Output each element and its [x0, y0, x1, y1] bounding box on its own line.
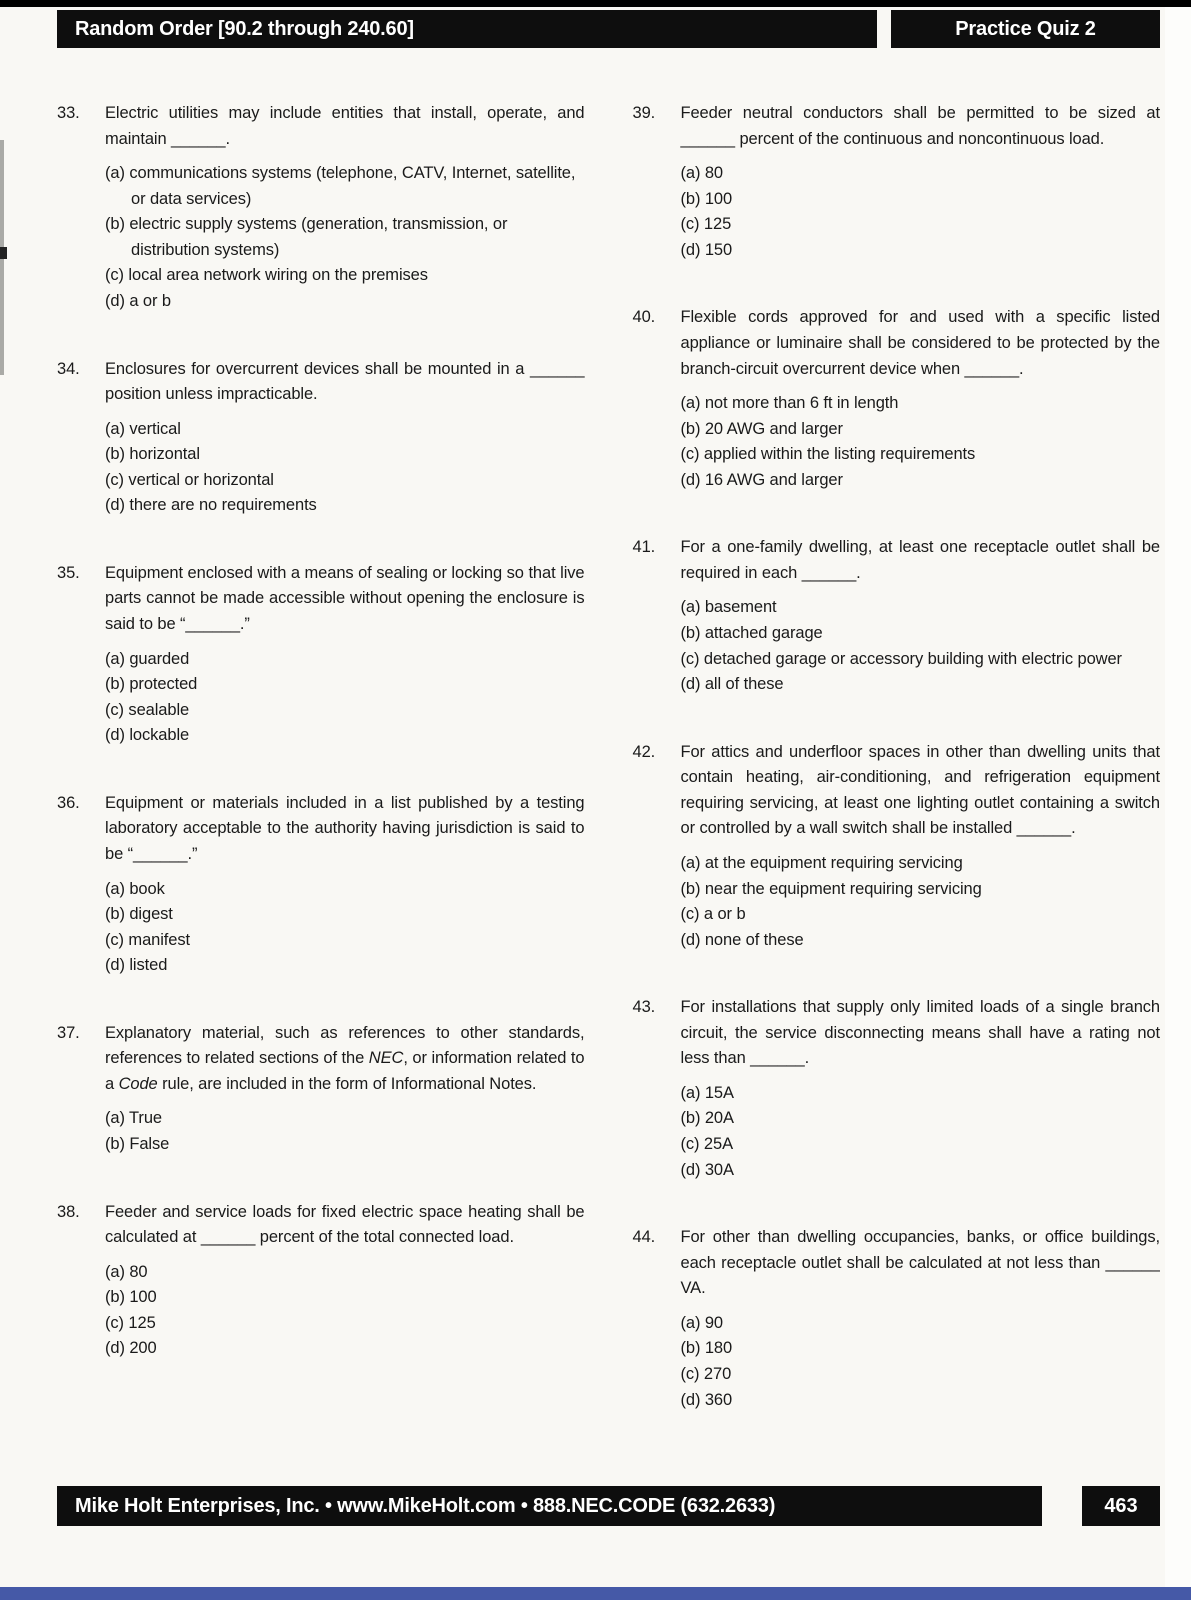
answer-option: (b) near the equipment requiring servicing — [680, 879, 982, 898]
answer-option: (b) digest — [105, 905, 173, 924]
question-text: For attics and underfloor spaces in other than dwelling units that contain heating, air-conditioning, and refrigeration equipment requiring servicing, at least one lighting outlet containing a switch or controlled by a wall switch shall be installed ______. — [680, 742, 1160, 838]
question-number: 40. — [632, 308, 656, 327]
answer-option: (b) False — [105, 1135, 170, 1153]
page-footer — [57, 1486, 1160, 1526]
answer-option: (b) 20A — [680, 1109, 734, 1128]
answer-option: (b) horizontal — [105, 445, 200, 464]
question-body — [681, 740, 1161, 954]
question-number: 44. — [632, 1228, 656, 1247]
question-block — [57, 791, 585, 979]
answer-option: (c) detached garage or accessory building with electric power — [680, 649, 1122, 668]
italic-term: Code — [118, 1074, 158, 1093]
question-text: Feeder neutral conductors shall be permitted to be sized at ______ percent of the continuous and noncontinuous load. — [680, 104, 1160, 148]
quiz-title: Practice Quiz 2 — [955, 17, 1096, 40]
answer-option: (d) lockable — [105, 726, 190, 745]
question-body — [105, 1021, 585, 1158]
options-list — [681, 1311, 1161, 1413]
answer-option: (c) 125 — [105, 1313, 156, 1332]
answer-option: (d) listed — [105, 956, 168, 975]
quiz-body — [57, 101, 1160, 1482]
answer-option: (c) applied within the listing requirements — [680, 445, 976, 464]
question-body — [105, 1200, 585, 1362]
answer-option: (c) vertical or horizontal — [105, 470, 274, 489]
page-number: 463 — [1104, 1494, 1138, 1517]
answer-option: (c) sealable — [105, 700, 190, 719]
question-block — [633, 995, 1161, 1183]
answer-option: (b) 100 — [680, 189, 733, 208]
answer-option: (d) 200 — [105, 1339, 157, 1358]
question-body — [681, 1225, 1161, 1413]
question-body — [105, 357, 585, 519]
answer-option: (a) communications systems (telephone, CATV, Internet, satellite, or data services) — [105, 164, 576, 208]
question-text: Equipment enclosed with a means of sealing or locking so that live parts cannot be made accessible without opening the enclosure is said to be “______.” — [105, 563, 585, 633]
question-number: 34. — [57, 359, 80, 378]
answer-option: (d) none of these — [680, 930, 804, 949]
question-body — [681, 305, 1161, 493]
question-block — [633, 740, 1161, 954]
answer-option: (a) guarded — [105, 649, 190, 668]
options-list — [105, 1260, 585, 1362]
answer-option: (c) local area network wiring on the premises — [105, 266, 428, 285]
question-body — [105, 561, 585, 749]
answer-option: (d) there are no requirements — [105, 496, 317, 515]
answer-option: (d) all of these — [680, 675, 784, 694]
question-text: For other than dwelling occupancies, banks, or office buildings, each receptacle outlet shall be calculated at not less than ______ VA. — [680, 1228, 1160, 1298]
answer-option: (b) 20 AWG and larger — [680, 419, 843, 438]
page-number-box — [1082, 1486, 1160, 1526]
question-body — [105, 101, 585, 315]
questions-column-right — [633, 101, 1161, 1482]
options-list — [681, 161, 1161, 263]
question-number: 43. — [632, 998, 656, 1017]
scan-mark-left — [0, 247, 7, 259]
question-block — [57, 561, 585, 749]
scan-edge-bottom — [0, 1587, 1191, 1600]
answer-option: (b) protected — [105, 675, 198, 694]
question-text: Enclosures for overcurrent devices shall be mounted in a ______ position unless impracticable. — [105, 359, 585, 404]
question-number: 38. — [57, 1202, 80, 1221]
answer-option: (a) basement — [680, 598, 777, 617]
options-list — [681, 391, 1161, 493]
question-number: 42. — [632, 742, 656, 761]
answer-option: (b) 100 — [105, 1288, 157, 1307]
question-block — [633, 1225, 1161, 1413]
scan-edge-right — [1165, 7, 1191, 1587]
answer-option: (a) 80 — [680, 164, 724, 183]
answer-option: (a) vertical — [105, 419, 181, 438]
question-number: 35. — [57, 563, 80, 582]
question-body — [681, 101, 1161, 263]
answer-option: (a) book — [105, 879, 165, 898]
options-list — [681, 1081, 1161, 1183]
question-block — [57, 1021, 585, 1158]
quiz-title-bar — [891, 10, 1160, 48]
question-text: Equipment or materials included in a list published by a testing laboratory acceptable to the authority having jurisdiction is said to be “______.” — [105, 793, 585, 863]
answer-option: (d) 30A — [680, 1160, 734, 1179]
answer-option: (a) at the equipment requiring servicing — [680, 853, 963, 872]
answer-option: (b) 180 — [680, 1339, 733, 1358]
answer-option: (c) 270 — [680, 1364, 732, 1383]
question-text: Explanatory material, such as references to other standards, references to related sections of the NEC, or information related to a Code rule, are included in the form of Informational Notes. — [105, 1023, 585, 1093]
footer-bar — [57, 1486, 1042, 1526]
question-text: Flexible cords approved for and used with a specific listed appliance or luminaire shall be considered to be protected by the branch-circuit overcurrent device when ______. — [680, 308, 1160, 378]
question-block — [57, 101, 585, 315]
question-text: For a one-family dwelling, at least one receptacle outlet shall be required in each ______. — [680, 538, 1160, 582]
question-block — [57, 357, 585, 519]
options-list — [105, 161, 585, 314]
answer-option: (a) not more than 6 ft in length — [680, 394, 899, 413]
answer-option: (c) manifest — [105, 930, 190, 949]
question-number: 36. — [57, 793, 80, 812]
options-list — [105, 877, 585, 979]
question-text: For installations that supply only limited loads of a single branch circuit, the service disconnecting means shall have a rating not less than ______. — [680, 998, 1160, 1068]
section-title-bar — [57, 10, 877, 48]
options-list — [681, 851, 1161, 953]
italic-term: NEC — [368, 1049, 404, 1068]
question-body — [681, 995, 1161, 1183]
answer-option: (a) True — [105, 1109, 162, 1128]
answer-option: (c) a or b — [680, 905, 746, 924]
answer-option: (d) 16 AWG and larger — [680, 470, 843, 489]
page-header — [57, 10, 1160, 48]
answer-option: (a) 80 — [105, 1262, 148, 1281]
answer-option: (b) electric supply systems (generation, transmission, or distribution systems) — [105, 215, 508, 259]
scan-edge-top — [0, 0, 1191, 7]
options-list — [105, 647, 585, 749]
question-number: 41. — [632, 538, 656, 557]
question-text: Electric utilities may include entities that install, operate, and maintain ______. — [105, 104, 585, 148]
question-block — [633, 535, 1161, 697]
answer-option: (d) a or b — [105, 291, 171, 310]
answer-option: (a) 15A — [680, 1083, 734, 1102]
question-block — [633, 101, 1161, 263]
question-body — [681, 535, 1161, 697]
answer-option: (d) 360 — [680, 1390, 733, 1409]
question-body — [105, 791, 585, 979]
answer-option: (d) 150 — [680, 240, 733, 259]
question-block — [633, 305, 1161, 493]
options-list — [105, 417, 585, 519]
section-title: Random Order [90.2 through 240.60] — [75, 17, 414, 40]
answer-option: (c) 25A — [680, 1135, 733, 1153]
answer-option: (c) 125 — [680, 215, 732, 234]
question-number: 37. — [57, 1023, 80, 1042]
question-block — [57, 1200, 585, 1362]
question-text: Feeder and service loads for fixed electric space heating shall be calculated at ______ percent of the total connected load. — [105, 1202, 585, 1247]
options-list — [681, 595, 1161, 697]
options-list — [105, 1106, 585, 1157]
question-number: 33. — [57, 104, 80, 122]
footer-text: Mike Holt Enterprises, Inc. • www.MikeHolt.com • 888.NEC.CODE (632.2633) — [75, 1494, 776, 1517]
question-number: 39. — [632, 104, 656, 122]
answer-option: (a) 90 — [680, 1313, 724, 1332]
answer-option: (b) attached garage — [680, 624, 823, 642]
questions-column-left — [57, 101, 585, 1482]
